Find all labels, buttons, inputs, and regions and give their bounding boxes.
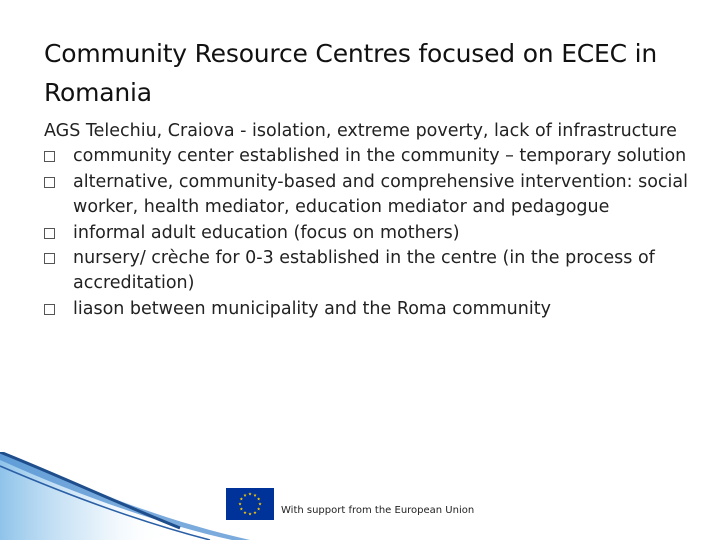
eu-support-text: With support from the European Union <box>281 505 475 516</box>
list-item <box>44 297 694 322</box>
checkbox-bullet-icon <box>44 151 55 162</box>
list-item <box>44 246 694 297</box>
bullet-text: community center established in the community – temporary solution <box>73 146 687 167</box>
checkbox-bullet-icon <box>44 253 55 264</box>
checkbox-bullet-icon <box>44 304 55 315</box>
checkbox-bullet-icon <box>44 228 55 239</box>
checkbox-bullet-icon <box>44 177 55 188</box>
intro-text: AGS Telechiu, Craiova - isolation, extreme poverty, lack of infrastructure <box>44 121 677 141</box>
bullet-text: informal adult education (focus on mothers) <box>73 222 460 243</box>
bullet-text: liason between municipality and the Roma community <box>73 298 551 319</box>
bullet-text: alternative, community-based and comprehensive intervention: social worker, health mediator, education mediator and pedagogue <box>73 171 688 218</box>
list-item <box>44 221 694 246</box>
decorative-wave <box>0 452 720 540</box>
slide-title: Community Resource Centres focused on ECEC in Romania <box>44 39 658 107</box>
eu-flag-icon <box>226 488 274 520</box>
slide-body <box>44 119 694 322</box>
bullet-text: nursery/ crèche for 0-3 established in the centre (in the process of accreditation) <box>73 248 655 294</box>
bullet-list <box>44 144 694 322</box>
list-item <box>44 170 694 221</box>
list-item <box>44 144 694 169</box>
